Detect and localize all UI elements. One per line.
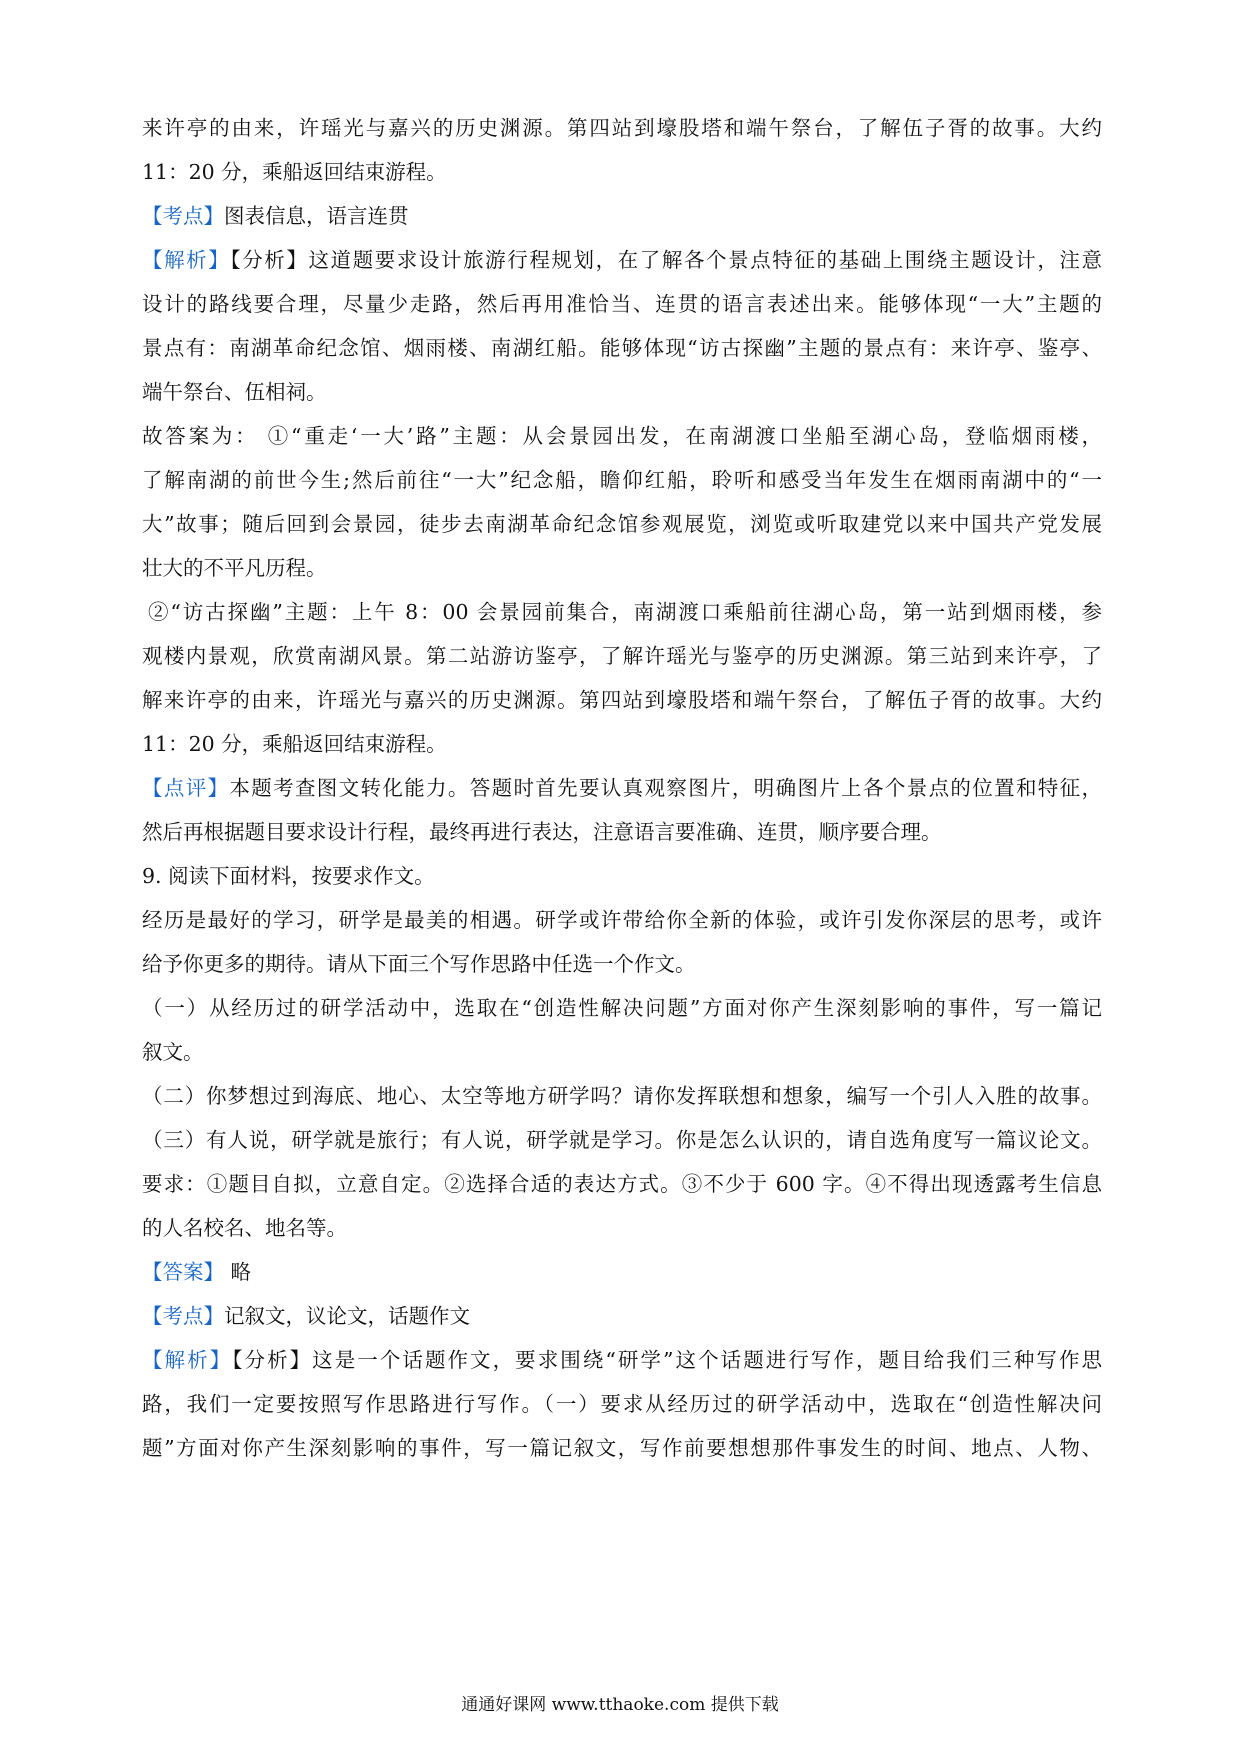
requirement-line: 要求：①题目自拟，立意自定。②选择合适的表达方式。③不少于 600 字。④不得出现透露考生信息 bbox=[142, 1172, 1102, 1196]
text-line: 壮大的不平凡历程。 bbox=[142, 556, 327, 580]
option-line: （一）从经历过的研学活动中，选取在“创造性解决问题”方面对你产生深刻影响的事件，写一篇记 bbox=[142, 996, 1102, 1020]
jiexi-section: 【解析】【分析】这是一个话题作文，要求围绕“研学”这个话题进行写作，题目给我们三种写作思 bbox=[142, 1348, 1102, 1372]
text-line: 的人名校名、地名等。 bbox=[142, 1216, 347, 1240]
text-line: 路，我们一定要按照写作思路进行写作。（一）要求从经历过的研学活动中，选取在“创造性解决问 bbox=[142, 1392, 1102, 1416]
kaodian-tag: 【考点】 bbox=[142, 1304, 224, 1328]
page-footer: 通通好课网 www.tthaoke.com 提供下载 bbox=[461, 1695, 779, 1715]
text-line: 观楼内景观，欣赏南湖风景。第二站游访鉴亭，了解许瑶光与鉴亭的历史渊源。第三站到来许亭，了 bbox=[142, 644, 1102, 668]
daan-section: 【答案】 略 bbox=[142, 1260, 252, 1284]
answer-line: 故答案为： ①“重走‘一大’路”主题：从会景园出发，在南湖渡口坐船至湖心岛，登临烟雨楼， bbox=[142, 424, 1102, 448]
dianping-section: 【点评】本题考查图文转化能力。答题时首先要认真观察图片，明确图片上各个景点的位置和特征， bbox=[142, 776, 1102, 800]
text-line: 给予你更多的期待。请从下面三个写作思路中任选一个作文。 bbox=[142, 952, 696, 976]
daan-tag: 【答案】 bbox=[142, 1260, 224, 1284]
jiexi-tag: 【解析】 bbox=[142, 248, 231, 272]
text-line: 11：20 分，乘船返回结束游程。 bbox=[142, 160, 447, 184]
text-line: 然后再根据题目要求设计行程，最终再进行表达，注意语言要准确、连贯，顺序要合理。 bbox=[142, 820, 942, 844]
text-line: 端午祭台、伍相祠。 bbox=[142, 380, 327, 404]
text-line: 11：20 分，乘船返回结束游程。 bbox=[142, 732, 447, 756]
kaodian-section: 【考点】图表信息，语言连贯 bbox=[142, 204, 409, 228]
option-line: （二）你梦想过到海底、地心、太空等地方研学吗？请你发挥联想和想象，编写一个引人入胜的故事。 bbox=[142, 1084, 1102, 1108]
option-line: （三）有人说，研学就是旅行；有人说，研学就是学习。你是怎么认识的，请自选角度写一篇议论文。 bbox=[142, 1128, 1102, 1152]
question-title: 9. 阅读下面材料，按要求作文。 bbox=[142, 864, 435, 888]
text-line: 叙文。 bbox=[142, 1040, 204, 1064]
text-line: 景点有：南湖革命纪念馆、烟雨楼、南湖红船。能够体现“访古探幽”主题的景点有：来许亭、鉴亭、 bbox=[142, 336, 1102, 360]
jiexi-section: 【解析】【分析】这道题要求设计旅游行程规划，在了解各个景点特征的基础上围绕主题设计，注意 bbox=[142, 248, 1102, 272]
dianping-tag: 【点评】 bbox=[142, 776, 230, 800]
text-line: 经历是最好的学习，研学是最美的相遇。研学或许带给你全新的体验，或许引发你深层的思考，或许 bbox=[142, 908, 1102, 932]
text-line: 了解南湖的前世今生;然后前往“一大”纪念船，瞻仰红船，聆听和感受当年发生在烟雨南湖中的“一 bbox=[142, 468, 1102, 492]
kaodian-section: 【考点】记叙文，议论文，话题作文 bbox=[142, 1304, 470, 1328]
text-line: 题”方面对你产生深刻影响的事件，写一篇记叙文，写作前要想想那件事发生的时间、地点、人物、 bbox=[142, 1436, 1102, 1460]
jiexi-tag: 【解析】 bbox=[142, 1348, 233, 1372]
answer-line: ②“访古探幽”主题：上午 8：00 会景园前集合，南湖渡口乘船前往湖心岛，第一站到烟雨楼，参 bbox=[148, 600, 1102, 624]
text-line: 来许亭的由来，许瑶光与嘉兴的历史渊源。第四站到壕股塔和端午祭台，了解伍子胥的故事。大约 bbox=[142, 116, 1102, 140]
text-line: 设计的路线要合理，尽量少走路，然后再用准恰当、连贯的语言表述出来。能够体现“一大”主题的 bbox=[142, 292, 1102, 316]
document-page bbox=[142, 0, 1102, 1754]
text-line: 解来许亭的由来，许瑶光与嘉兴的历史渊源。第四站到壕股塔和端午祭台，了解伍子胥的故事。大约 bbox=[142, 688, 1102, 712]
text-line: 大”故事；随后回到会景园，徒步去南湖革命纪念馆参观展览，浏览或听取建党以来中国共产党发展 bbox=[142, 512, 1102, 536]
kaodian-tag: 【考点】 bbox=[142, 204, 224, 228]
